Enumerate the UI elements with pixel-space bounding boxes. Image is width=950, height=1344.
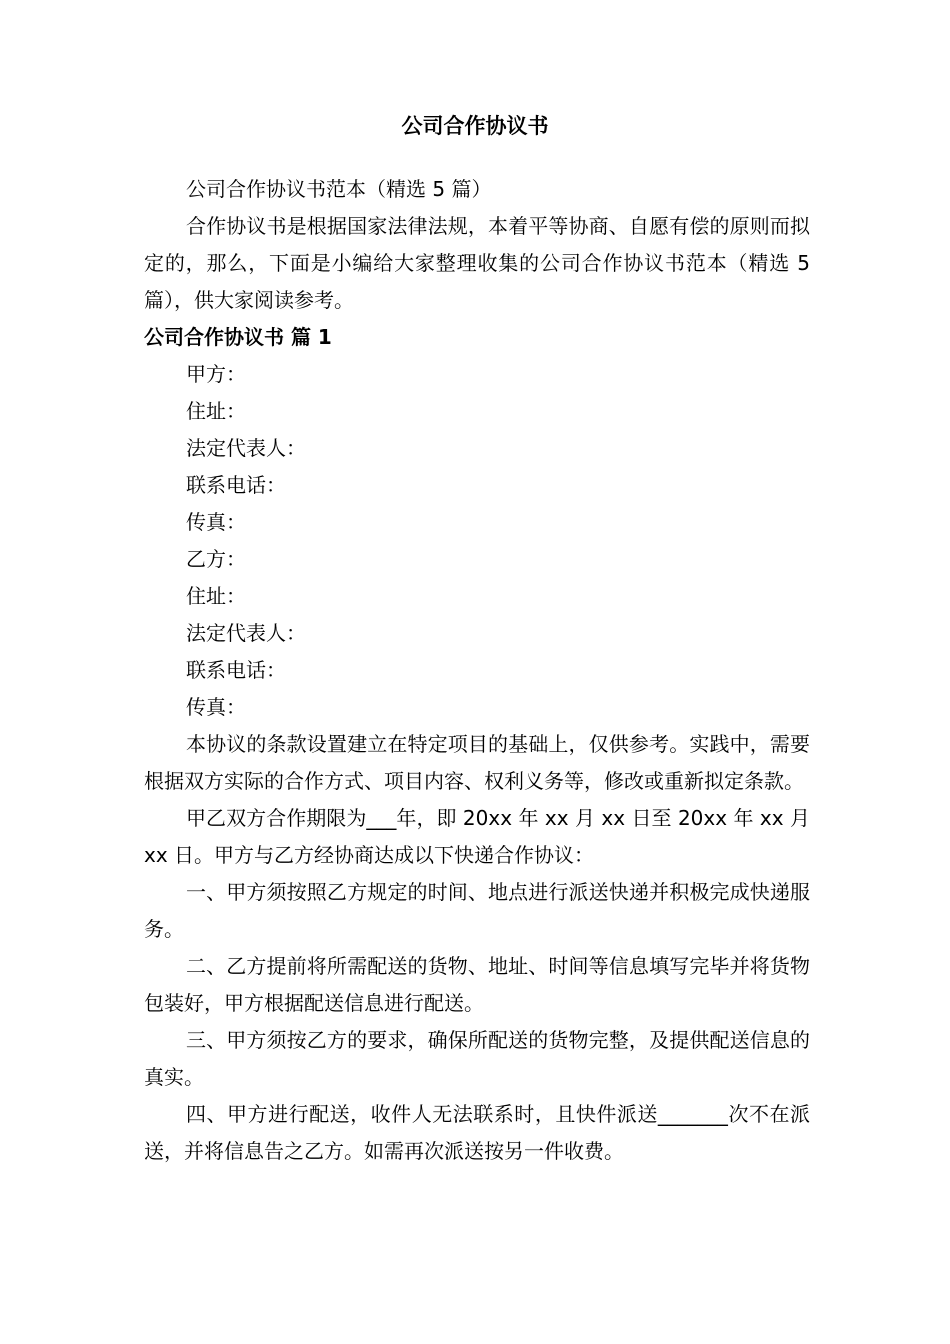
- party-b-phone-label: 联系电话：: [186, 658, 286, 682]
- section-heading: 公司合作协议书 篇 1: [144, 325, 332, 349]
- party-b-label: 乙方：: [186, 547, 246, 571]
- clause-4: 四、甲方进行配送，收件人无法联系时，且快件派送_______次不在派送，并将信息告之乙方。如需再次派送按另一件收费。: [144, 1102, 810, 1163]
- party-b-fax-label: 传真：: [186, 695, 246, 719]
- document-title: 公司合作协议书: [401, 114, 549, 138]
- terms-note-paragraph: 本协议的条款设置建立在特定项目的基础上，仅供参考。实践中，需要根据双方实际的合作方式、项目内容、权利义务等，修改或重新拟定条款。: [144, 732, 810, 793]
- clause-3: 三、甲方须按乙方的要求，确保所配送的货物完整，及提供配送信息的真实。: [144, 1028, 810, 1089]
- party-a-phone-label: 联系电话：: [186, 473, 286, 497]
- party-a-fax-label: 传真：: [186, 510, 246, 534]
- clause-1: 一、甲方须按照乙方规定的时间、地点进行派送快递并积极完成快递服务。: [144, 880, 810, 941]
- term-period-paragraph: 甲乙双方合作期限为___年，即 20xx 年 xx 月 xx 日至 20xx 年 xx 月 xx 日。甲方与乙方经协商达成以下快递合作协议：: [144, 806, 810, 867]
- party-a-address-label: 住址：: [186, 399, 246, 423]
- party-b-representative-label: 法定代表人：: [186, 621, 306, 645]
- intro-paragraph: 合作协议书是根据国家法律法规，本着平等协商、自愿有偿的原则而拟定的，那么，下面是小编给大家整理收集的公司合作协议书范本（精选 5 篇），供大家阅读参考。: [144, 214, 810, 312]
- party-b-address-label: 住址：: [186, 584, 246, 608]
- party-a-representative-label: 法定代表人：: [186, 436, 306, 460]
- clause-2: 二、乙方提前将所需配送的货物、地址、时间等信息填写完毕并将货物包装好，甲方根据配送信息进行配送。: [144, 954, 810, 1015]
- party-a-label: 甲方：: [186, 362, 246, 386]
- document-body: [144, 171, 810, 1170]
- subtitle-paragraph: 公司合作协议书范本（精选 5 篇）: [186, 177, 492, 201]
